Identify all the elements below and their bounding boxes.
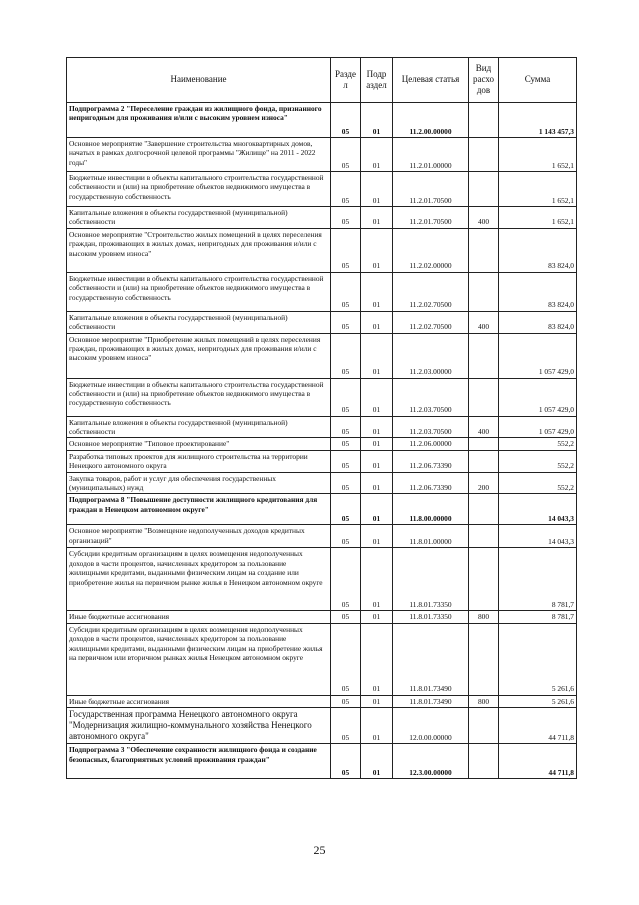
cell-target: 11.2.03.70500 bbox=[393, 378, 469, 416]
cell-kind: 400 bbox=[469, 416, 499, 438]
cell-amount: 1 143 457,3 bbox=[499, 103, 577, 138]
cell-target: 11.2.01.70500 bbox=[393, 172, 469, 207]
cell-kind bbox=[469, 378, 499, 416]
cell-section: 05 bbox=[331, 623, 361, 695]
cell-name: Капитальные вложения в объекты государственной (муниципальной) собственности bbox=[67, 416, 331, 438]
cell-target: 11.2.06.00000 bbox=[393, 438, 469, 450]
cell-amount: 552,2 bbox=[499, 438, 577, 450]
table-row bbox=[67, 450, 577, 472]
table-row bbox=[67, 494, 577, 525]
cell-subsection: 01 bbox=[361, 207, 393, 229]
cell-section: 05 bbox=[331, 272, 361, 311]
cell-name: Подпрограмма 3 "Обеспечение сохранности жилищного фонда и создание безопасных, благоприятных условий проживания граждан" bbox=[67, 744, 331, 779]
cell-kind bbox=[469, 333, 499, 378]
cell-target: 11.2.06.73390 bbox=[393, 472, 469, 494]
cell-section: 05 bbox=[331, 438, 361, 450]
cell-subsection: 01 bbox=[361, 623, 393, 695]
cell-subsection: 01 bbox=[361, 548, 393, 611]
cell-target: 11.2.03.70500 bbox=[393, 416, 469, 438]
cell-kind bbox=[469, 172, 499, 207]
cell-name: Основное мероприятие "Приобретение жилых помещений в целях переселения граждан, проживающих в жилых домах, непригодных для проживания и/или с высоким уровнем износа" bbox=[67, 333, 331, 378]
col-header-section: Разде л bbox=[331, 58, 361, 103]
budget-table bbox=[66, 57, 577, 779]
cell-amount: 552,2 bbox=[499, 472, 577, 494]
cell-amount: 14 043,3 bbox=[499, 494, 577, 525]
cell-target: 11.2.02.00000 bbox=[393, 228, 469, 272]
cell-amount: 1 652,1 bbox=[499, 207, 577, 229]
table-row bbox=[67, 138, 577, 172]
cell-section: 05 bbox=[331, 416, 361, 438]
cell-kind: 400 bbox=[469, 311, 499, 333]
cell-amount: 44 711,8 bbox=[499, 708, 577, 744]
cell-subsection: 01 bbox=[361, 311, 393, 333]
cell-amount: 8 781,7 bbox=[499, 611, 577, 623]
table-row bbox=[67, 228, 577, 272]
table-row bbox=[67, 207, 577, 229]
cell-amount: 552,2 bbox=[499, 450, 577, 472]
cell-name: Подпрограмма 2 "Переселение граждан из жилищного фонда, признанного непригодным для проживания и/или с высоким уровнем износа" bbox=[67, 103, 331, 138]
header-row bbox=[67, 58, 577, 103]
cell-name: Бюджетные инвестиции в объекты капитального строительства государственной собственности и (или) на приобретение объектов недвижимого имущества в государственную собственность bbox=[67, 378, 331, 416]
cell-amount: 1 652,1 bbox=[499, 138, 577, 172]
cell-target: 11.8.01.73350 bbox=[393, 611, 469, 623]
page-number: 25 bbox=[313, 843, 326, 857]
cell-subsection: 01 bbox=[361, 103, 393, 138]
cell-amount: 1 057 429,0 bbox=[499, 378, 577, 416]
cell-target: 11.2.06.73390 bbox=[393, 450, 469, 472]
col-header-target: Целевая статья bbox=[393, 58, 469, 103]
table-row bbox=[67, 623, 577, 695]
cell-target: 12.0.00.00000 bbox=[393, 708, 469, 744]
cell-kind bbox=[469, 548, 499, 611]
cell-target: 11.2.02.70500 bbox=[393, 311, 469, 333]
cell-name: Подпрограмма 8 "Повышение доступности жилищного кредитования для граждан в Ненецком автономном округе" bbox=[67, 494, 331, 525]
cell-kind: 800 bbox=[469, 611, 499, 623]
cell-target: 11.2.03.00000 bbox=[393, 333, 469, 378]
cell-subsection: 01 bbox=[361, 525, 393, 548]
cell-section: 05 bbox=[331, 611, 361, 623]
cell-name: Капитальные вложения в объекты государственной (муниципальной) собственности bbox=[67, 311, 331, 333]
cell-target: 11.8.01.00000 bbox=[393, 525, 469, 548]
cell-subsection: 01 bbox=[361, 438, 393, 450]
table-row bbox=[67, 708, 577, 744]
table-row bbox=[67, 695, 577, 707]
cell-kind bbox=[469, 708, 499, 744]
cell-name: Субсидии кредитным организациям в целях возмещения недополученных доходов в части процентов, начисленных кредитором за пользование жилищными кредитами, выданными физическим лицам на приобретение жилья на первичном или вторичном рынках жилья Ненецком автономном округе bbox=[67, 623, 331, 695]
table-body bbox=[67, 103, 577, 779]
cell-kind bbox=[469, 103, 499, 138]
table-row bbox=[67, 333, 577, 378]
cell-name: Иные бюджетные ассигнования bbox=[67, 611, 331, 623]
col-header-subsection: Подр аздел bbox=[361, 58, 393, 103]
cell-section: 05 bbox=[331, 207, 361, 229]
cell-name: Субсидии кредитным организациям в целях возмещения недополученных доходов в части процентов, начисленных кредитором за пользование жилищными кредитами, выданными физическим лицам на создание или приобретение жилья на первичном рынке жилья в Ненецком автономном округе bbox=[67, 548, 331, 611]
cell-kind bbox=[469, 744, 499, 779]
cell-kind: 200 bbox=[469, 472, 499, 494]
table-row bbox=[67, 103, 577, 138]
cell-name: Бюджетные инвестиции в объекты капитального строительства государственной собственности и (или) на приобретение объектов недвижимого имущества в государственную собственность bbox=[67, 272, 331, 311]
cell-section: 05 bbox=[331, 450, 361, 472]
cell-subsection: 01 bbox=[361, 472, 393, 494]
table-row bbox=[67, 744, 577, 779]
cell-section: 05 bbox=[331, 472, 361, 494]
cell-kind bbox=[469, 272, 499, 311]
cell-section: 05 bbox=[331, 744, 361, 779]
cell-subsection: 01 bbox=[361, 138, 393, 172]
cell-amount: 5 261,6 bbox=[499, 623, 577, 695]
cell-name: Бюджетные инвестиции в объекты капитального строительства государственной собственности и (или) на приобретение объектов недвижимого имущества в государственную собственность bbox=[67, 172, 331, 207]
cell-name: Основное мероприятие "Завершение строительства многоквартирных домов, начатых в рамках долгосрочной целевой программы "Жилище" на 2011 - 2022 годы" bbox=[67, 138, 331, 172]
cell-section: 05 bbox=[331, 172, 361, 207]
cell-name: Основное мероприятие "Возмещение недополученных доходов кредитных организаций" bbox=[67, 525, 331, 548]
cell-name: Закупка товаров, работ и услуг для обеспечения государственных (муниципальных) нужд bbox=[67, 472, 331, 494]
cell-subsection: 01 bbox=[361, 378, 393, 416]
cell-kind bbox=[469, 623, 499, 695]
table-row bbox=[67, 525, 577, 548]
cell-amount: 1 057 429,0 bbox=[499, 416, 577, 438]
cell-name: Разработка типовых проектов для жилищного строительства на территории Ненецкого автономного округа bbox=[67, 450, 331, 472]
cell-amount: 8 781,7 bbox=[499, 548, 577, 611]
cell-amount: 44 711,8 bbox=[499, 744, 577, 779]
cell-section: 05 bbox=[331, 548, 361, 611]
cell-subsection: 01 bbox=[361, 611, 393, 623]
cell-section: 05 bbox=[331, 333, 361, 378]
cell-name: Капитальные вложения в объекты государственной (муниципальной) собственности bbox=[67, 207, 331, 229]
cell-name: Основное мероприятие "Типовое проектирование" bbox=[67, 438, 331, 450]
cell-amount: 14 043,3 bbox=[499, 525, 577, 548]
table-row bbox=[67, 472, 577, 494]
cell-target: 11.2.00.00000 bbox=[393, 103, 469, 138]
cell-kind: 400 bbox=[469, 207, 499, 229]
cell-subsection: 01 bbox=[361, 172, 393, 207]
cell-subsection: 01 bbox=[361, 450, 393, 472]
cell-target: 11.2.02.70500 bbox=[393, 272, 469, 311]
cell-name: Государственная программа Ненецкого автономного округа "Модернизация жилищно-коммунального хозяйства Ненецкого автономного округа" bbox=[67, 708, 331, 744]
cell-subsection: 01 bbox=[361, 744, 393, 779]
cell-name: Основное мероприятие "Строительство жилых помещений в целях переселения граждан, проживающих в жилых домах, непригодных для проживания и/или с высоким уровнем износа" bbox=[67, 228, 331, 272]
cell-name: Иные бюджетные ассигнования bbox=[67, 695, 331, 707]
table-row bbox=[67, 378, 577, 416]
cell-amount: 83 824,0 bbox=[499, 311, 577, 333]
cell-section: 05 bbox=[331, 228, 361, 272]
col-header-kind: Вид расхо дов bbox=[469, 58, 499, 103]
table-row bbox=[67, 548, 577, 611]
cell-subsection: 01 bbox=[361, 272, 393, 311]
cell-kind bbox=[469, 525, 499, 548]
cell-target: 12.3.00.00000 bbox=[393, 744, 469, 779]
cell-subsection: 01 bbox=[361, 708, 393, 744]
cell-section: 05 bbox=[331, 138, 361, 172]
cell-amount: 83 824,0 bbox=[499, 228, 577, 272]
table-row bbox=[67, 438, 577, 450]
table-row bbox=[67, 611, 577, 623]
cell-subsection: 01 bbox=[361, 695, 393, 707]
cell-subsection: 01 bbox=[361, 494, 393, 525]
cell-kind bbox=[469, 450, 499, 472]
cell-target: 11.2.01.70500 bbox=[393, 207, 469, 229]
cell-section: 05 bbox=[331, 695, 361, 707]
cell-section: 05 bbox=[331, 378, 361, 416]
cell-amount: 83 824,0 bbox=[499, 272, 577, 311]
cell-section: 05 bbox=[331, 103, 361, 138]
table-row bbox=[67, 172, 577, 207]
cell-section: 05 bbox=[331, 525, 361, 548]
cell-target: 11.2.01.00000 bbox=[393, 138, 469, 172]
cell-subsection: 01 bbox=[361, 228, 393, 272]
cell-target: 11.8.01.73350 bbox=[393, 548, 469, 611]
col-header-name: Наименование bbox=[67, 58, 331, 103]
cell-kind: 800 bbox=[469, 695, 499, 707]
cell-amount: 5 261,6 bbox=[499, 695, 577, 707]
cell-kind bbox=[469, 494, 499, 525]
col-header-amount: Сумма bbox=[499, 58, 577, 103]
cell-amount: 1 652,1 bbox=[499, 172, 577, 207]
table-row bbox=[67, 311, 577, 333]
cell-kind bbox=[469, 228, 499, 272]
cell-amount: 1 057 429,0 bbox=[499, 333, 577, 378]
cell-target: 11.8.01.73490 bbox=[393, 623, 469, 695]
cell-kind bbox=[469, 138, 499, 172]
cell-section: 05 bbox=[331, 494, 361, 525]
cell-subsection: 01 bbox=[361, 333, 393, 378]
cell-target: 11.8.01.73490 bbox=[393, 695, 469, 707]
cell-target: 11.8.00.00000 bbox=[393, 494, 469, 525]
cell-section: 05 bbox=[331, 311, 361, 333]
table-row bbox=[67, 416, 577, 438]
cell-section: 05 bbox=[331, 708, 361, 744]
cell-subsection: 01 bbox=[361, 416, 393, 438]
table-row bbox=[67, 272, 577, 311]
cell-kind bbox=[469, 438, 499, 450]
